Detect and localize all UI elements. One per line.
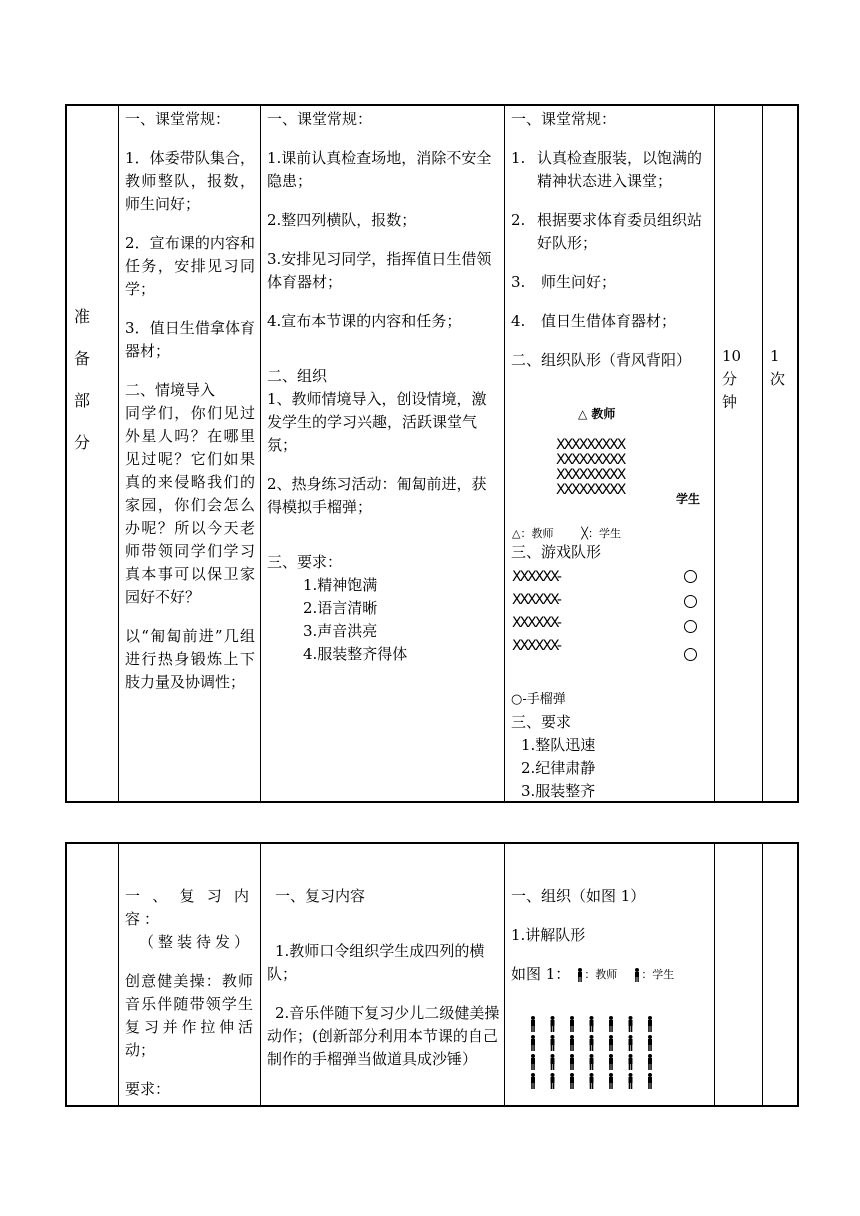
teacher-marker: △ 教师 <box>578 407 616 421</box>
student-figure <box>570 1073 574 1089</box>
teacher-item-3: 3.安排见习同学，指挥值日生借领体育器材； <box>267 250 492 291</box>
student-figure <box>551 1073 555 1089</box>
grenade-marker <box>684 648 697 661</box>
figure-legend <box>511 963 709 986</box>
student-figure <box>551 1054 555 1070</box>
teacher-heading-req: 三、要求： <box>267 553 343 571</box>
student-figure <box>629 1073 633 1089</box>
game-row: XXXXXX- <box>512 615 560 631</box>
content-item-2: 2．宣布课的内容和任务，安排见习同学； <box>125 234 255 298</box>
student-figure <box>570 1054 574 1070</box>
student-figure <box>629 1016 633 1032</box>
student-item-2: 根据要求体育委员组织站好队形； <box>537 211 703 252</box>
grenade-marker <box>684 570 697 583</box>
student-figure <box>648 1016 652 1032</box>
teacher-legend-text: ：教师 <box>584 968 618 981</box>
student-figure <box>648 1073 652 1089</box>
heading-scenario: 二、情境导入 <box>125 381 216 399</box>
figure-1-formation <box>527 1014 667 1094</box>
requirements-heading: 三、要求 <box>511 713 572 731</box>
grenade-marker <box>684 620 697 633</box>
student-figure <box>648 1054 652 1070</box>
student-figure <box>609 1073 613 1089</box>
game-row: XXXXXX- <box>512 592 560 608</box>
student-figure <box>531 1073 535 1089</box>
teacher-org-1: 1、教师情境导入，创设情境，激发学生的学习兴趣，活跃课堂气氛； <box>267 390 487 454</box>
figure-label: 如图 1： <box>511 965 571 983</box>
review-body: 创意健美操：教师音乐伴随带领学生复习并作拉伸活动； <box>125 972 253 1059</box>
student-figure <box>531 1016 535 1032</box>
student-person-icon <box>633 968 641 982</box>
teacher-org-2: 2、热身练习活动：匍匐前进，获得模拟手榴弹； <box>267 475 487 516</box>
student-figure <box>590 1035 594 1051</box>
req-item: 2.纪律肃静 <box>521 759 596 777</box>
repetitions: 1次 <box>770 347 786 388</box>
student-marker: 学生 <box>676 492 701 506</box>
student-heading-formation: 二、组织队形（背风背阳） <box>511 351 692 369</box>
list-number: 3. <box>511 273 526 291</box>
teacher-item-2: 2.整四列横队，报数； <box>267 211 417 229</box>
heading-routine: 一、课堂常规： <box>125 110 231 128</box>
list-number: 4. <box>511 312 526 330</box>
teacher-person-icon <box>576 968 584 982</box>
review-subheading: （整装待发） <box>139 933 254 951</box>
req-item: 3.服装整齐 <box>521 782 596 800</box>
req-item: 1.整队迅速 <box>521 736 596 754</box>
student-figure <box>629 1054 633 1070</box>
student-figure <box>570 1035 574 1051</box>
teacher-heading-routine: 一、课堂常规： <box>267 110 373 128</box>
student-requirements <box>511 711 709 803</box>
student-item-3: 师生问好； <box>541 273 617 291</box>
student-figure <box>531 1035 535 1051</box>
student-figure <box>609 1054 613 1070</box>
student-heading-routine: 一、课堂常规： <box>511 110 617 128</box>
review-teacher-column <box>267 885 501 1071</box>
game-formation <box>512 570 712 662</box>
req-item: 3.声音洪亮 <box>303 622 378 640</box>
student-figure <box>629 1035 633 1051</box>
scenario-text: 同学们，你们见过外星人吗？在哪里见过呢？它们如果真的来侵略我们的家园，你们会怎么办呢？所以今天老师带领同学们学习真本事可以保卫家园好不好？ <box>125 404 255 606</box>
formation-crosses: XXXXXXXXX XXXXXXXXX XXXXXXXXX XXXXXXXXX <box>556 437 625 498</box>
student-legend-text: ：学生 <box>641 968 675 981</box>
review-req: 要求： <box>125 1080 171 1098</box>
review-student-heading: 一、组织（如图 1） <box>511 887 646 905</box>
teacher-item-4: 4.宣布本节课的内容和任务； <box>267 312 462 330</box>
req-item: 4.服装整齐得体 <box>303 645 408 663</box>
game-row: XXXXXX- <box>512 569 560 585</box>
review-teacher-item-2: 2.音乐伴随下复习少儿二级健美操动作；(创新部分利用本节课的自己制作的手榴弹当做道具成沙锤） <box>267 1004 500 1068</box>
section-label: 准 备 部 分 <box>74 307 91 452</box>
student-figure <box>570 1016 574 1032</box>
grenade-marker <box>684 595 697 608</box>
student-item-4: 值日生借体育器材； <box>541 312 677 330</box>
list-number: 2. <box>511 211 526 229</box>
review-student-column <box>511 885 709 986</box>
content-column <box>125 108 255 694</box>
teacher-column <box>267 108 501 666</box>
grenade-legend: ○-手榴弹 <box>511 692 566 707</box>
formation-legend: △：教师 ╳：学生 <box>512 527 622 540</box>
req-item: 2.语言清晰 <box>303 599 378 617</box>
warmup-text: 以“匍匐前进”几组进行热身锻炼上下肢力量及协调性； <box>125 627 255 691</box>
req-item: 1.精神饱满 <box>303 576 378 594</box>
duration: 10分钟 <box>722 347 742 411</box>
student-figure <box>590 1073 594 1089</box>
student-figure <box>590 1016 594 1032</box>
review-teacher-item-1: 1.教师口令组织学生成四列的横队； <box>267 942 485 983</box>
student-figure <box>609 1035 613 1051</box>
game-row: XXXXXX- <box>512 638 560 654</box>
student-column <box>511 108 709 372</box>
content-item-3: 3．值日生借拿体育器材； <box>125 319 255 360</box>
list-number: 1. <box>511 149 526 167</box>
review-content-column <box>125 885 253 1101</box>
student-figure <box>609 1016 613 1032</box>
review-heading: 一、复习内容： <box>125 887 253 928</box>
content-item-1: 1．体委带队集合，教师整队，报数，师生问好； <box>125 149 255 213</box>
teacher-item-1: 1.课前认真检查场地，消除不安全隐患； <box>267 149 492 190</box>
teacher-heading-org: 二、组织 <box>267 367 328 385</box>
game-formation-heading: 三、游戏队形 <box>511 543 602 561</box>
student-figure <box>551 1035 555 1051</box>
student-item-1: 认真检查服装，以饱满的精神状态进入课堂； <box>537 149 703 190</box>
student-figure <box>551 1016 555 1032</box>
student-figure <box>531 1054 535 1070</box>
student-figure <box>590 1054 594 1070</box>
review-teacher-heading: 一、复习内容 <box>275 887 366 905</box>
student-figure <box>648 1035 652 1051</box>
review-student-item-1: 1.讲解队形 <box>511 926 586 944</box>
